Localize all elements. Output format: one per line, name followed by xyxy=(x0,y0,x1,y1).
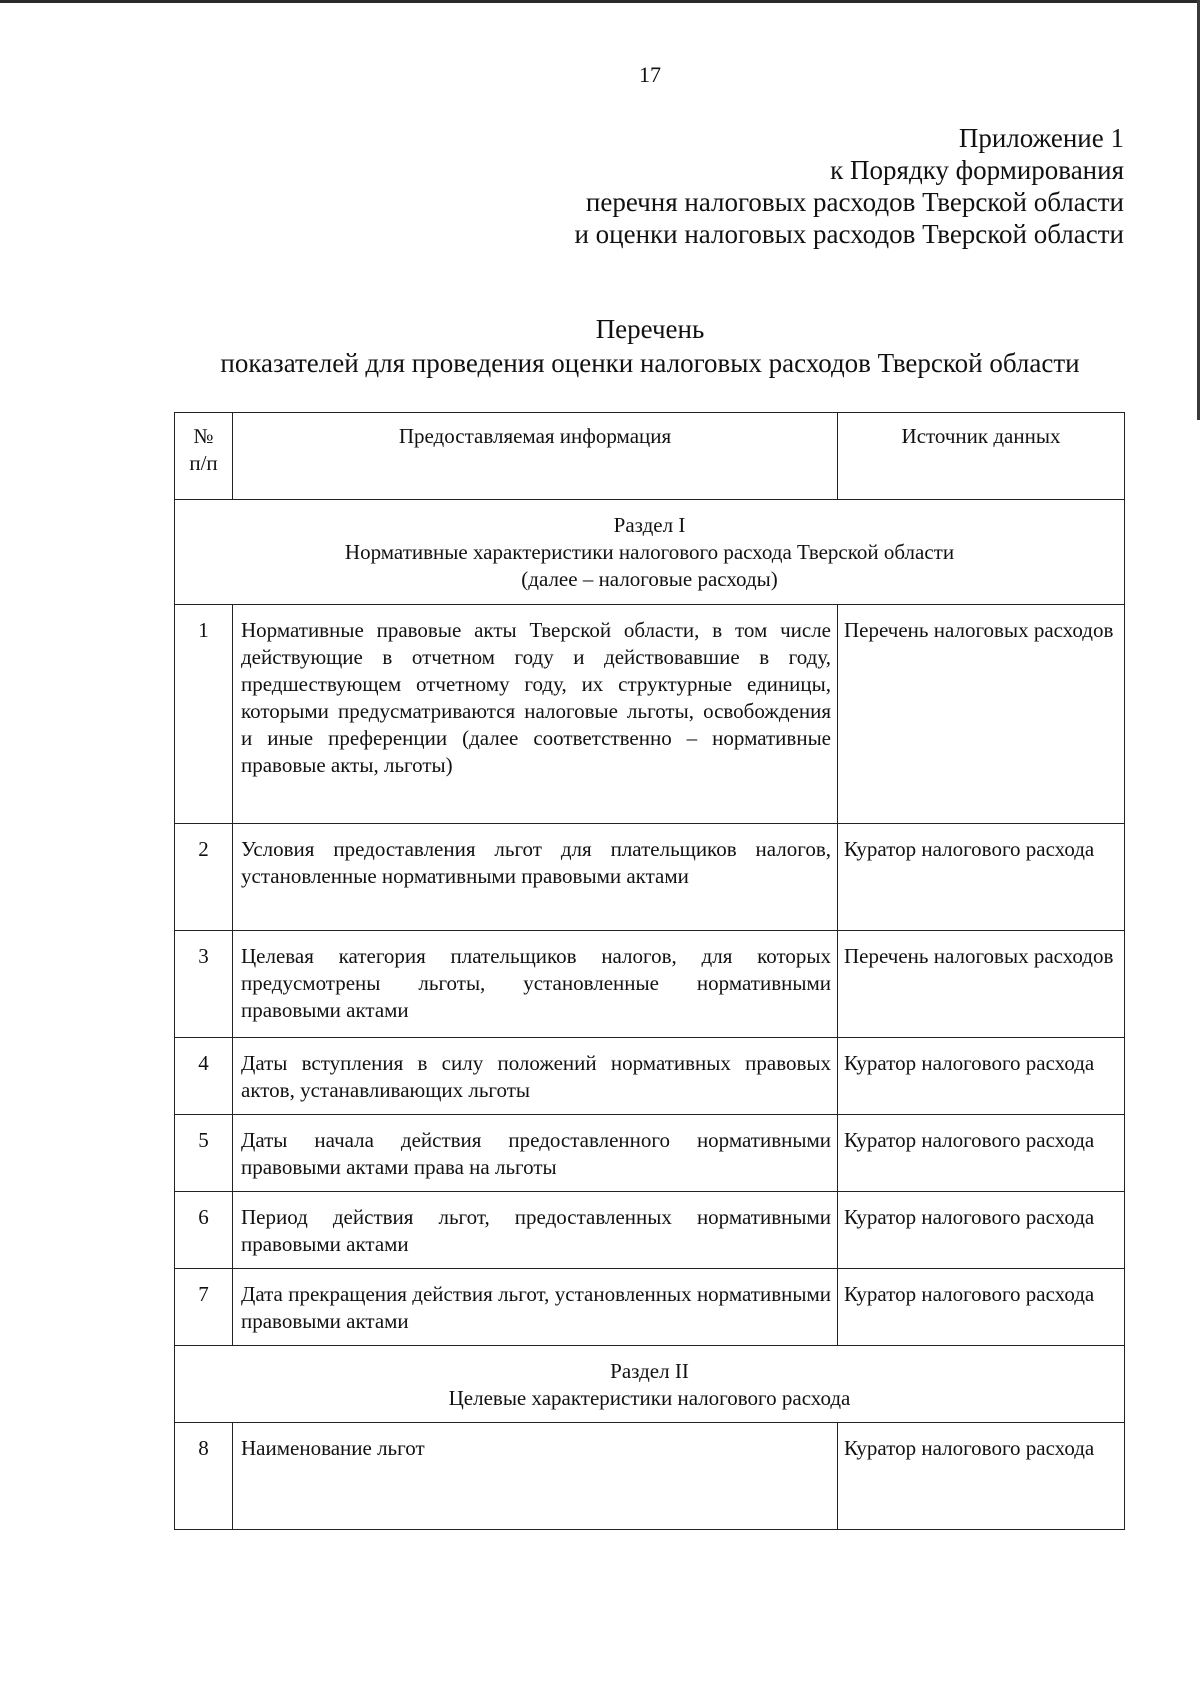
table-row xyxy=(175,1423,1125,1530)
row-source: Куратор налогового расхода xyxy=(838,824,1125,931)
section-row xyxy=(175,500,1125,605)
row-number: 7 xyxy=(175,1269,233,1346)
title-subline: показателей для проведения оценки налоговых расходов Тверской области xyxy=(220,348,1080,378)
row-number: 1 xyxy=(175,605,233,824)
header-num-symbol: № xyxy=(193,424,214,448)
table-row xyxy=(175,1115,1125,1192)
table-row xyxy=(175,1192,1125,1269)
row-information: Период действия льгот, предоставленных нормативными правовыми актами xyxy=(233,1192,838,1269)
row-source: Перечень налоговых расходов xyxy=(838,931,1125,1038)
row-information: Целевая категория плательщиков налогов, для которых предусмотрены льготы, установленные нормативными правовыми актами xyxy=(233,931,838,1038)
row-source: Куратор налогового расхода xyxy=(838,1423,1125,1530)
table-body xyxy=(175,413,1125,1530)
row-information: Наименование льгот xyxy=(233,1423,838,1530)
appendix-line: к Порядку формирования xyxy=(830,155,1124,185)
table-row xyxy=(175,824,1125,931)
row-source: Куратор налогового расхода xyxy=(838,1115,1125,1192)
scan-edge xyxy=(0,0,1200,3)
table-row xyxy=(175,1269,1125,1346)
appendix-line: перечня налоговых расходов Тверской области xyxy=(585,187,1124,217)
row-source: Куратор налогового расхода xyxy=(838,1192,1125,1269)
row-source: Куратор налогового расхода xyxy=(838,1269,1125,1346)
page-number: 17 xyxy=(639,62,661,87)
row-source: Куратор налогового расхода xyxy=(838,1038,1125,1115)
section-heading-cell xyxy=(175,500,1125,605)
table-row xyxy=(175,605,1125,824)
row-number: 2 xyxy=(175,824,233,931)
section-subtitle: Целевые характеристики налогового расхода xyxy=(448,1386,851,1410)
row-number: 3 xyxy=(175,931,233,1038)
row-number: 6 xyxy=(175,1192,233,1269)
header-source: Источник данных xyxy=(838,413,1125,500)
appendix-line: и оценки налоговых расходов Тверской области xyxy=(574,219,1124,249)
section-heading: Раздел I xyxy=(613,513,686,537)
section-row xyxy=(175,1346,1125,1423)
row-information: Даты начала действия предоставленного нормативными правовыми актами права на льготы xyxy=(233,1115,838,1192)
header-num xyxy=(175,413,233,500)
section-heading: Раздел II xyxy=(610,1359,689,1383)
row-number: 4 xyxy=(175,1038,233,1115)
section-heading-cell xyxy=(175,1346,1125,1423)
row-information: Условия предоставления льгот для плательщиков налогов, установленные нормативными правовыми актами xyxy=(233,824,838,931)
row-source: Перечень налоговых расходов xyxy=(838,605,1125,824)
section-subtitle: Нормативные характеристики налогового расхода Тверской области xyxy=(344,540,955,564)
header-num-abbrev: п/п xyxy=(189,451,218,475)
appendix-block xyxy=(424,122,1124,250)
header-info: Предоставляемая информация xyxy=(233,413,838,500)
document-title xyxy=(0,312,1200,380)
row-information: Даты вступления в силу положений нормативных правовых актов, устанавливающих льготы xyxy=(233,1038,838,1115)
row-information: Нормативные правовые акты Тверской области, в том числе действующие в отчетном году и действовавшие в году, предшествующем отчетному году, их структурные единицы, которыми предусматриваются налоговые льготы, освобождения и иные преференции (далее соответственно – нормативные правовые акты, льготы) xyxy=(233,605,838,824)
row-information: Дата прекращения действия льгот, установленных нормативными правовыми актами xyxy=(233,1269,838,1346)
appendix-line: Приложение 1 xyxy=(958,123,1124,153)
row-number: 8 xyxy=(175,1423,233,1530)
indicators-table xyxy=(174,412,1125,1530)
section-subtitle: (далее – налоговые расходы) xyxy=(521,567,778,591)
row-number: 5 xyxy=(175,1115,233,1192)
title-line: Перечень xyxy=(595,314,705,344)
table-row xyxy=(175,931,1125,1038)
table-row xyxy=(175,1038,1125,1115)
table-header-row xyxy=(175,413,1125,500)
